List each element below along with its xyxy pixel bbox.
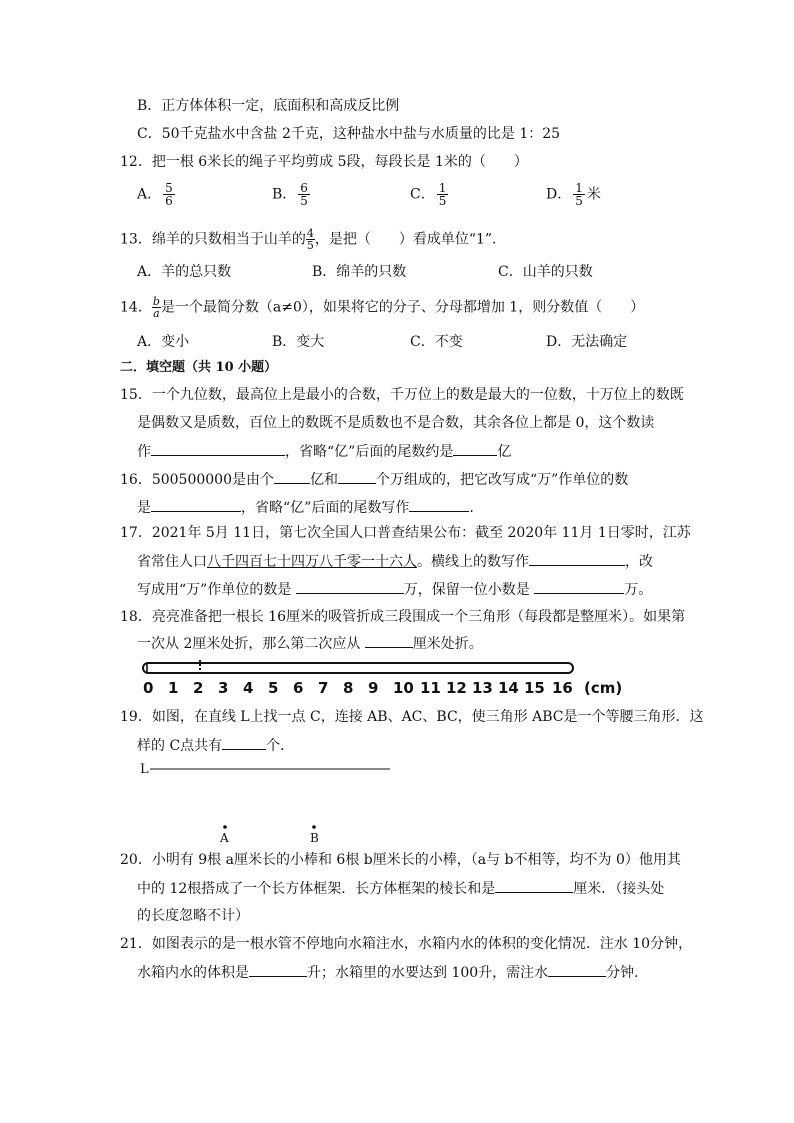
points-figure <box>221 823 321 831</box>
point-b-dot <box>312 825 316 829</box>
q14-option-a: A．变小 <box>137 334 190 350</box>
q20-line1: 20．小明有 9根 a厘米长的小棒和 6根 b厘米长的小棒，（a与 b不相等，均不为 0）他用其 <box>120 852 681 868</box>
q19-line2: 样的 C点共有 个． <box>137 735 294 756</box>
q12-option-b: B． $\frac{6}{5}$ <box>272 181 308 208</box>
fraction: $\frac{6}{5}$ <box>300 181 308 208</box>
ruler-label: 13 <box>472 679 493 697</box>
q21-line2: 水箱内水的体积是 升；水箱里的水要达到 100升，需注水 分钟． <box>137 962 648 983</box>
straw-body <box>143 663 573 673</box>
ruler-label: 15 <box>524 679 545 697</box>
section-heading: 二．填空题（共 10 小题） <box>120 360 278 375</box>
answer-blank[interactable] <box>365 633 413 648</box>
fraction: $\frac{4}{5}$ <box>306 227 314 252</box>
q14-option-c: C．不变 <box>410 334 463 350</box>
q17-line3: 写成用“万”作单位的数是 万，保留一位小数是 万。 <box>137 579 652 600</box>
q20-line2: 中的 12根搭成了一个长方体框架．长方体框架的棱长和是 厘米．（接头处 <box>137 878 664 899</box>
q15-line2: 是偶数又是质数，百位上的数既不是质数也不是合数，其余各位上都是 0，这个数读 <box>137 415 655 431</box>
ruler-label: 1 <box>168 679 179 697</box>
answer-blank[interactable] <box>222 735 266 750</box>
fraction: $\frac{1}{5}$ <box>438 181 447 208</box>
q21-line1: 21．如图表示的是一根水管不停地向水箱注水，水箱内水的体积的变化情况．注水 10分钟， <box>120 936 693 952</box>
q13-option-c: C．山羊的只数 <box>498 264 593 280</box>
answer-blank[interactable] <box>548 962 606 977</box>
q17-line1: 17．2021年 5月 11日，第七次全国人口普查结果公布：截至 2020年 11月 1日零时，江苏 <box>120 525 691 541</box>
ruler-label: 6 <box>293 679 304 697</box>
ruler-label: 9 <box>368 679 379 697</box>
answer-blank[interactable] <box>249 962 307 977</box>
ruler-label: 2 <box>193 679 204 697</box>
ruler-label: 14 <box>498 679 519 697</box>
q13-option-a: A．羊的总只数 <box>137 264 232 280</box>
answer-blank[interactable] <box>151 441 285 456</box>
answer-blank[interactable] <box>274 469 310 484</box>
q16-line2: 是 ，省略“亿”后面的尾数写作 . <box>137 497 474 518</box>
answer-blank[interactable] <box>338 469 376 484</box>
q13-option-b: B．绵羊的只数 <box>312 264 407 280</box>
q18-line2: 一次从 2厘米处折，那么第二次应从 厘米处折。 <box>137 633 483 654</box>
answer-blank[interactable] <box>534 579 624 594</box>
ruler-label: 12 <box>446 679 467 697</box>
q14-option-b: B．变大 <box>272 334 325 350</box>
answer-blank[interactable] <box>296 579 404 594</box>
straw-figure <box>138 660 578 676</box>
point-a-label: A <box>220 831 229 845</box>
point-a-dot <box>223 825 227 829</box>
ruler-label: 5 <box>268 679 279 697</box>
q15-line1: 15．一个九位数，最高位上是最小的合数，千万位上的数是最大的一位数，十万位上的数既 <box>120 387 684 403</box>
q17-line2: 省常住人口八千四百七十四万八千零一十六人。横线上的数写作 ，改 <box>137 551 653 572</box>
ruler-label: 3 <box>218 679 229 697</box>
line-l-label: L <box>140 762 149 777</box>
q19-line1: 19．如图，在直线 L上找一点 C，连接 AB、AC、BC，使三角形 ABC是一个等腰三角形．这 <box>120 709 704 725</box>
point-b-label: B <box>310 831 319 845</box>
fraction: $\frac{1}{5}$ <box>575 181 583 208</box>
q12-stem: 12．把一根 6米长的绳子平均剪成 5段，每段长是 1米的（ ） <box>120 154 528 170</box>
ruler-unit: (cm) <box>584 679 623 697</box>
fraction: $\frac{b}{a}$ <box>152 295 160 320</box>
answer-blank[interactable] <box>151 497 241 512</box>
ruler-labels <box>138 679 623 699</box>
ruler-label: 4 <box>243 679 254 697</box>
ruler-label: 8 <box>343 679 354 697</box>
line-l <box>150 766 395 772</box>
q13-stem: 13．绵羊的只数相当于山羊的 $\frac{4}{5}$ ，是把（ ）看成单位“1”. <box>120 227 497 252</box>
q12-option-d: D． $\frac{1}{5}$ 米 <box>546 181 601 208</box>
ruler-label: 10 <box>393 679 414 697</box>
q12-option-c: C． $\frac{1}{5}$ <box>410 181 447 208</box>
ruler-label: 11 <box>420 679 441 697</box>
answer-blank[interactable] <box>453 441 497 456</box>
answer-blank[interactable] <box>495 878 573 893</box>
q14-option-d: D．无法确定 <box>546 334 628 350</box>
option-c-prev: C．50千克盐水中含盐 2千克，这种盐水中盐与水质量的比是 1：25 <box>137 126 561 142</box>
ruler-label: 7 <box>318 679 329 697</box>
answer-blank[interactable] <box>409 497 469 512</box>
q12-option-a: A． $\frac{5}{6}$ <box>137 181 173 208</box>
q18-line1: 18．亮亮准备把一根长 16厘米的吸管折成三段围成一个三角形（每段都是整厘米）。如果第 <box>120 609 686 625</box>
answer-blank[interactable] <box>529 551 625 566</box>
q14-stem: 14． $\frac{b}{a}$ 是一个最简分数（a≠0），如果将它的分子、分母都增加 1，则分数值（ ） <box>120 295 645 320</box>
q16-line1: 16．500500000是由个 亿和 个万组成的，把它改写成“万”作单位的数 <box>120 469 628 490</box>
q15-line3: 作 ，省略“亿”后面的尾数约是 亿 <box>137 441 511 462</box>
ruler-label: 0 <box>143 679 154 697</box>
option-b-prev: B．正方体体积一定，底面积和高成反比例 <box>137 98 400 114</box>
q20-line3: 的长度忽略不计） <box>137 908 249 924</box>
ruler-label: 16 <box>552 679 573 697</box>
fraction: $\frac{5}{6}$ <box>165 181 173 208</box>
